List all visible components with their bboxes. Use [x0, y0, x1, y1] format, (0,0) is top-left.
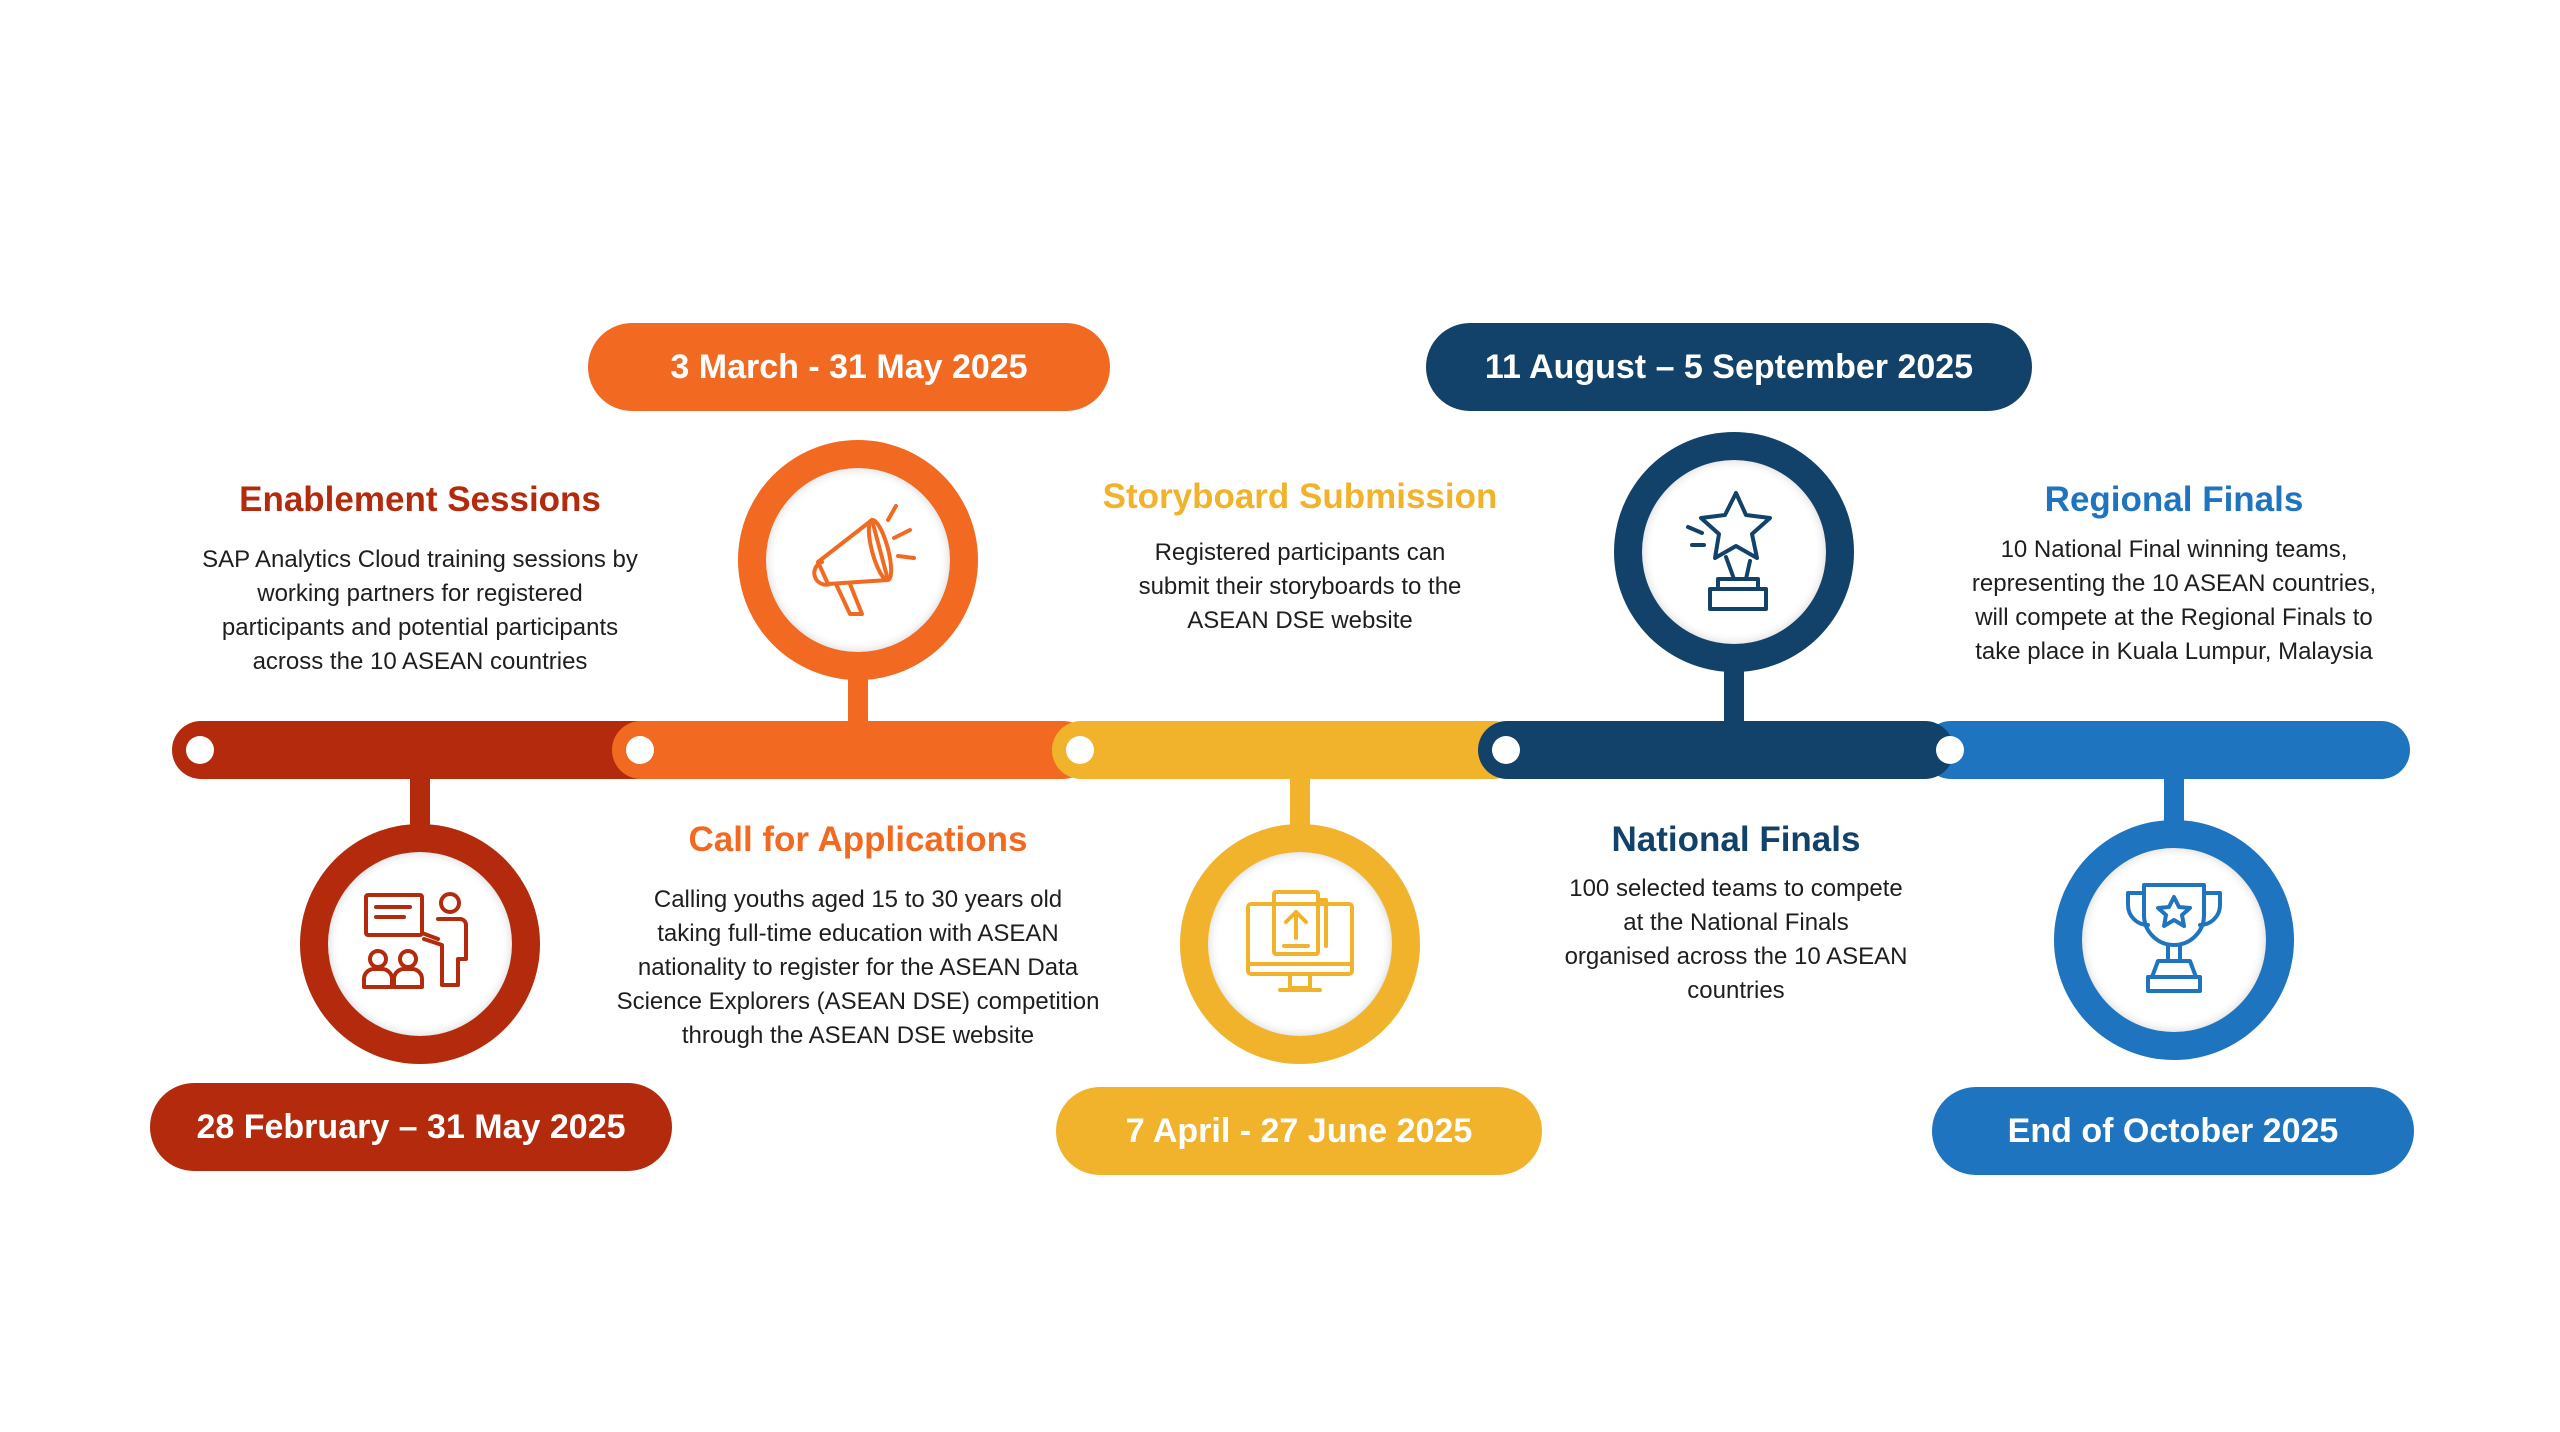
- stage-5-desc-line: take place in Kuala Lumpur, Malaysia: [1975, 638, 2373, 665]
- timeline-segment-2: [612, 721, 1092, 779]
- stage-4-desc-line: 100 selected teams to compete: [1569, 875, 1903, 902]
- timeline-dot-1: [186, 736, 214, 764]
- stage-2-desc-line: taking full-time education with ASEAN: [657, 920, 1059, 947]
- stage-1-date-pill: [150, 1083, 672, 1171]
- star-award-icon: [1674, 487, 1794, 617]
- megaphone-icon: [798, 500, 918, 620]
- stage-3-title: Storyboard Submission: [1102, 477, 1498, 516]
- trophy-icon: [2114, 875, 2234, 1005]
- stage-1-desc-line: participants and potential participants: [221, 614, 619, 641]
- stage-1-title: Enablement Sessions: [239, 480, 601, 519]
- stage-1-description: [140, 543, 700, 679]
- stage-1-desc-line: SAP Analytics Cloud training sessions by: [202, 546, 638, 573]
- stage-1-desc-line: working partners for registered: [257, 580, 583, 607]
- stage-5-date: End of October 2025: [2007, 1111, 2339, 1150]
- stage-4-description: [1456, 872, 2016, 1008]
- stage-4-title: National Finals: [1611, 820, 1861, 859]
- stage-2-date-pill: [588, 323, 1110, 411]
- stage-5-desc-line: representing the 10 ASEAN countries,: [1971, 570, 2377, 597]
- stage-2-title: Call for Applications: [688, 820, 1028, 859]
- stage-3-desc-line: Registered participants can: [1154, 539, 1446, 566]
- stage-5-desc-line: will compete at the Regional Finals to: [1975, 604, 2373, 631]
- timeline-dot-4: [1492, 736, 1520, 764]
- stage-2-date: 3 March - 31 May 2025: [670, 347, 1028, 386]
- timeline-dot-5: [1936, 736, 1964, 764]
- stage-5-description: [1894, 533, 2454, 669]
- stage-5-desc-line: 10 National Final winning teams,: [2000, 536, 2348, 563]
- timeline-dot-3: [1066, 736, 1094, 764]
- stem-4: [1724, 665, 1744, 725]
- stage-2-desc-line: through the ASEAN DSE website: [681, 1022, 1035, 1049]
- stage-5-date-pill: [1932, 1087, 2414, 1175]
- stage-3-description: [1020, 536, 1580, 638]
- stage-2-desc-line: Science Explorers (ASEAN DSE) competition: [616, 988, 1100, 1015]
- stage-2-description: [578, 883, 1138, 1053]
- stage-5-title: Regional Finals: [2044, 480, 2304, 519]
- stage-4-desc-line: at the National Finals: [1623, 909, 1849, 936]
- stage-3-desc-line: ASEAN DSE website: [1187, 607, 1413, 634]
- presentation-icon: [360, 889, 480, 999]
- stage-1-date: 28 February – 31 May 2025: [196, 1107, 626, 1146]
- upload-computer-icon: [1240, 884, 1360, 1004]
- timeline-segment-3: [1052, 721, 1522, 779]
- stage-2-desc-line: Calling youths aged 15 to 30 years old: [653, 886, 1063, 913]
- stage-4-desc-line: countries: [1687, 977, 1785, 1004]
- stage-1-desc-line: across the 10 ASEAN countries: [252, 648, 588, 675]
- timeline-segment-5: [1922, 721, 2410, 779]
- stage-4-desc-line: organised across the 10 ASEAN: [1564, 943, 1908, 970]
- stage-3-date: 7 April - 27 June 2025: [1125, 1111, 1473, 1150]
- stage-3-icon-circle: [1180, 824, 1420, 1064]
- timeline-segment-4: [1478, 721, 1954, 779]
- stage-5-icon-circle: [2054, 820, 2294, 1060]
- stage-2-desc-line: nationality to register for the ASEAN Data: [637, 954, 1079, 981]
- stage-4-date-pill: [1426, 323, 2032, 411]
- stage-3-date-pill: [1056, 1087, 1542, 1175]
- timeline-dot-2: [626, 736, 654, 764]
- stage-1-icon-circle: [300, 824, 540, 1064]
- stage-4-icon-circle: [1614, 432, 1854, 672]
- stage-2-icon-circle: [738, 440, 978, 680]
- stage-4-date: 11 August – 5 September 2025: [1484, 347, 1974, 386]
- stage-3-desc-line: submit their storyboards to the: [1138, 573, 1462, 600]
- timeline-segment-1: [172, 721, 642, 779]
